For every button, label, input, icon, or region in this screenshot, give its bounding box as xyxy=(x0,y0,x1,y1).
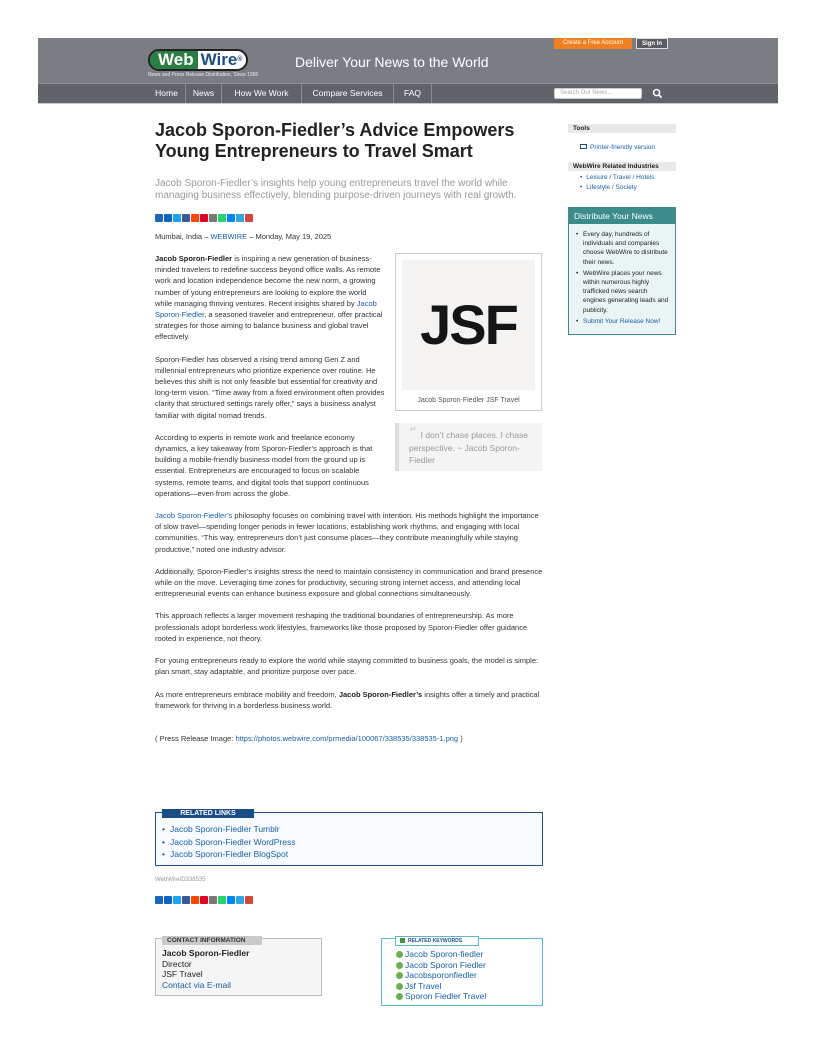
industries-header: WebWire Related Industries xyxy=(568,162,676,171)
paragraph-4: Jacob Sporon-Fiedler’s philosophy focuses on combining travel with intention. His methods highlight the importance of slow travel—spending longer periods in fewer locations, establishing work rhythms, and engaging with local communities. “This way, entrepreneurs don’t just consume places—they contribute meaningfully while staying productive,” noted one industry advisor. xyxy=(155,511,539,554)
distribute-point-1: • Every day, hundreds of individuals and companies choose WebWire to distribute their news. xyxy=(583,230,669,267)
printer-friendly-link[interactable]: Printer-friendly version xyxy=(590,144,656,151)
gmail-icon[interactable] xyxy=(245,896,253,904)
list-item xyxy=(580,183,676,193)
list-item xyxy=(396,949,486,960)
paragraph-8: As more entrepreneurs embrace mobility and freedom, Jacob Sporon-Fiedler’s insights offer a timely and practical framework for thriving in a borderless business world. xyxy=(155,689,540,710)
list-item xyxy=(583,317,669,326)
paragraph-2: Sporon-Fiedler has observed a rising trend among Gen Z and millennial entrepreneurs who prioritize experience over routine. He believes this shift is not only feasible but essential for creativity and long-term vision. “Time away from a fixed environment often provides clarity that structured settings rarely offer,” says a business analyst familiar with digital nomad trends. xyxy=(155,354,385,420)
dateline xyxy=(155,232,545,241)
webwire-link[interactable]: WEBWIRE xyxy=(210,232,248,241)
sign-in-button[interactable]: Sign In xyxy=(636,38,668,49)
contact-email-link[interactable]: Contact via E-mail xyxy=(162,979,231,990)
article-title: Jacob Sporon-Fiedler’s Advice Empowers Young Entrepreneurs to Travel Smart xyxy=(155,120,515,161)
email-icon[interactable] xyxy=(209,896,217,904)
twitter-icon[interactable] xyxy=(173,214,181,222)
share-plus-icon[interactable] xyxy=(155,896,163,904)
tag-icon xyxy=(396,962,403,969)
webwire-id: WebWireID338535 xyxy=(155,877,206,883)
share-plus-icon[interactable] xyxy=(155,214,163,222)
share-bar-bottom xyxy=(155,896,253,904)
keywords-list xyxy=(396,949,486,1002)
quote-icon: “ xyxy=(409,424,417,442)
list-item xyxy=(396,960,486,971)
article xyxy=(155,120,545,744)
list-item xyxy=(396,981,486,992)
author-link-2[interactable]: Jacob Sporon-Fiedler’s xyxy=(155,511,233,521)
tools-header: Tools xyxy=(568,124,676,133)
header-tagline: Deliver Your News to the World xyxy=(295,54,489,70)
tag-icon xyxy=(396,972,403,979)
author-link[interactable]: Jacob Sporon-Fiedler xyxy=(155,298,377,320)
pinterest-icon[interactable] xyxy=(200,896,208,904)
site-header xyxy=(38,38,778,103)
distribute-list xyxy=(569,224,675,334)
facebook-icon[interactable] xyxy=(182,896,190,904)
create-account-button[interactable]: Create a Free Account xyxy=(554,38,632,49)
printer-friendly-item xyxy=(568,136,676,154)
header-top-bar xyxy=(38,38,778,83)
reddit-icon[interactable] xyxy=(191,214,199,222)
logo-web-text: Web xyxy=(150,51,198,69)
industries-list xyxy=(568,173,676,193)
search-icon[interactable] xyxy=(652,88,663,99)
related-industries xyxy=(568,162,676,193)
contact-details xyxy=(162,948,249,990)
list-item xyxy=(396,991,486,1002)
search-input[interactable]: Search Our News... xyxy=(554,88,642,99)
distribute-header: Distribute Your News xyxy=(569,208,675,224)
article-subtitle: Jacob Sporon-Fiedler’s insights help young entrepreneurs travel the world while managing business effectively, blending purpose-driven journeys with real growth. xyxy=(155,178,517,201)
paragraph-6: This approach reflects a larger movement reshaping the traditional boundaries of entrepreneurship. As more professionals adopt borderless work lifestyles, frameworks like those proposed by Sporon-Fiedler offer guidance rooted in experience, not theory. xyxy=(155,611,528,643)
header-divider xyxy=(38,103,778,104)
main-nav xyxy=(38,83,778,103)
contact-information-box xyxy=(155,938,322,996)
keyword-link[interactable]: Jacob Sporon-fiedler xyxy=(405,949,484,959)
nav-news[interactable]: News xyxy=(186,84,222,103)
pinterest-icon[interactable] xyxy=(200,214,208,222)
press-release-image[interactable]: JSF xyxy=(402,260,535,390)
keyword-header-icon xyxy=(400,938,405,943)
list-item xyxy=(580,173,676,183)
twitter-icon[interactable] xyxy=(173,896,181,904)
keyword-link[interactable]: Jacob Sporon Fiedler xyxy=(405,959,486,970)
list-item xyxy=(162,823,296,836)
keyword-link[interactable]: Jacobsporonfiedler xyxy=(405,970,477,980)
reddit-icon[interactable] xyxy=(191,896,199,904)
facebook-icon[interactable] xyxy=(182,214,190,222)
messenger-icon[interactable] xyxy=(227,896,235,904)
industry-link-lifestyle[interactable]: Lifestyle / Society xyxy=(586,184,637,191)
logo-wire-text: Wire® xyxy=(200,50,243,69)
paragraph-5: Additionally, Sporon-Fiedler’s insights stress the need to maintain consistency in communication and brand presence while on the move. Leveraging time zones for productivity, securing strong internet access, and attending local entrepreneurial events can enhance business exposure and global connections simultaneously. xyxy=(155,566,543,599)
webwire-logo[interactable] xyxy=(148,49,248,71)
telegram-icon[interactable] xyxy=(236,214,244,222)
tag-icon xyxy=(396,993,403,1000)
gmail-icon[interactable] xyxy=(245,214,253,222)
press-release-figure xyxy=(395,253,542,411)
tag-icon xyxy=(396,983,403,990)
linkedin-icon[interactable] xyxy=(164,896,172,904)
quote-text: I don’t chase places. I chase perspective. ~ Jacob Sporon-Fiedler xyxy=(409,430,528,465)
list-item xyxy=(162,848,296,861)
linkedin-icon[interactable] xyxy=(164,214,172,222)
industry-link-travel[interactable]: Leisure / Travel / Hotels xyxy=(586,174,655,181)
distribute-news-box xyxy=(568,207,676,335)
dateline-date: – Monday, May 19, 2025 xyxy=(247,232,332,241)
telegram-icon[interactable] xyxy=(236,896,244,904)
share-bar xyxy=(155,214,545,222)
printer-icon xyxy=(580,144,587,149)
logo-subtitle: News and Press Release Distribution, Since 1995 xyxy=(148,72,259,78)
keyword-link[interactable]: Jsf Travel xyxy=(405,980,442,991)
submit-release-link[interactable]: Submit Your Release Now! xyxy=(583,317,661,325)
nav-compare-services[interactable]: Compare Services xyxy=(302,84,394,103)
list-item xyxy=(162,836,296,849)
keyword-link[interactable]: Sporon Fiedler Travel xyxy=(405,991,487,1001)
contact-name: Jacob Sporon-Fiedler xyxy=(162,948,250,958)
contact-company: JSF Travel xyxy=(162,969,203,979)
related-link-tumblr[interactable]: Jacob Sporon-Fiedler Tumblr xyxy=(169,824,280,834)
messenger-icon[interactable] xyxy=(227,214,235,222)
article-body xyxy=(155,253,545,744)
tag-icon xyxy=(396,951,403,958)
nav-home[interactable]: Home xyxy=(148,84,186,103)
related-links-header: RELATED LINKS xyxy=(162,809,254,818)
whatsapp-icon[interactable] xyxy=(218,214,226,222)
related-link-wordpress[interactable]: Jacob Sporon-Fiedler WordPress xyxy=(169,836,296,847)
distribute-point-2: • WebWire places your news within numerous highly trafficked news search engines generating leads and publicity. xyxy=(583,269,669,315)
pr-image-url[interactable]: https://photos.webwire.com/prmedia/100067/338535/338535-1.png xyxy=(235,733,459,743)
related-links-list xyxy=(162,823,296,861)
nav-faq[interactable]: FAQ xyxy=(394,84,432,103)
dateline-location: Mumbai, India – xyxy=(155,232,211,241)
contact-header: CONTACT INFORMATION xyxy=(162,936,262,945)
paragraph-1: Jacob Sporon-Fiedler is inspiring a new generation of business-minded travelers to redefine success beyond office walls. As remote work and location independence become the new norm, a growing number of young entrepreneurs are looking to explore the world while managing thriving ventures. Recent insights shared by Jacob Sporon-Fiedler, a seasoned traveler and entrepreneur, offer practical strategies for those aiming to balance business and global travel effectively. xyxy=(155,254,383,342)
pull-quote xyxy=(395,423,542,471)
paragraph-3: According to experts in remote work and freelance economy dynamics, a key takeaway from Sporon-Fiedler’s approach is that building a mobile-friendly business model from the ground up is essential. Entrepreneurs are encouraged to focus on scalable systems, remote teams, and digital tools that support continuous operations—even from across the globe. xyxy=(155,432,373,498)
email-icon[interactable] xyxy=(209,214,217,222)
list-item xyxy=(396,970,486,981)
related-link-blogspot[interactable]: Jacob Sporon-Fiedler BlogSpot xyxy=(169,849,289,859)
press-release-image-link: ( Press Release Image: https://photos.webwire.com/prmedia/100067/338535/338535-1.png ) xyxy=(155,733,463,743)
contact-role: Director xyxy=(162,958,192,969)
paragraph-7: For young entrepreneurs ready to explore the world while staying committed to business goals, the model is simple: plan smart, stay adaptable, and prioritize purpose over pace. xyxy=(155,656,539,677)
related-links-box xyxy=(155,812,543,866)
nav-how-we-work[interactable]: How We Work xyxy=(222,84,302,103)
keywords-header: RELATED KEYWORDS xyxy=(395,936,479,946)
sidebar xyxy=(568,124,676,335)
related-keywords-box xyxy=(381,938,543,1006)
whatsapp-icon[interactable] xyxy=(218,896,226,904)
image-caption: Jacob Sporon-Fiedler JSF Travel xyxy=(417,397,520,404)
